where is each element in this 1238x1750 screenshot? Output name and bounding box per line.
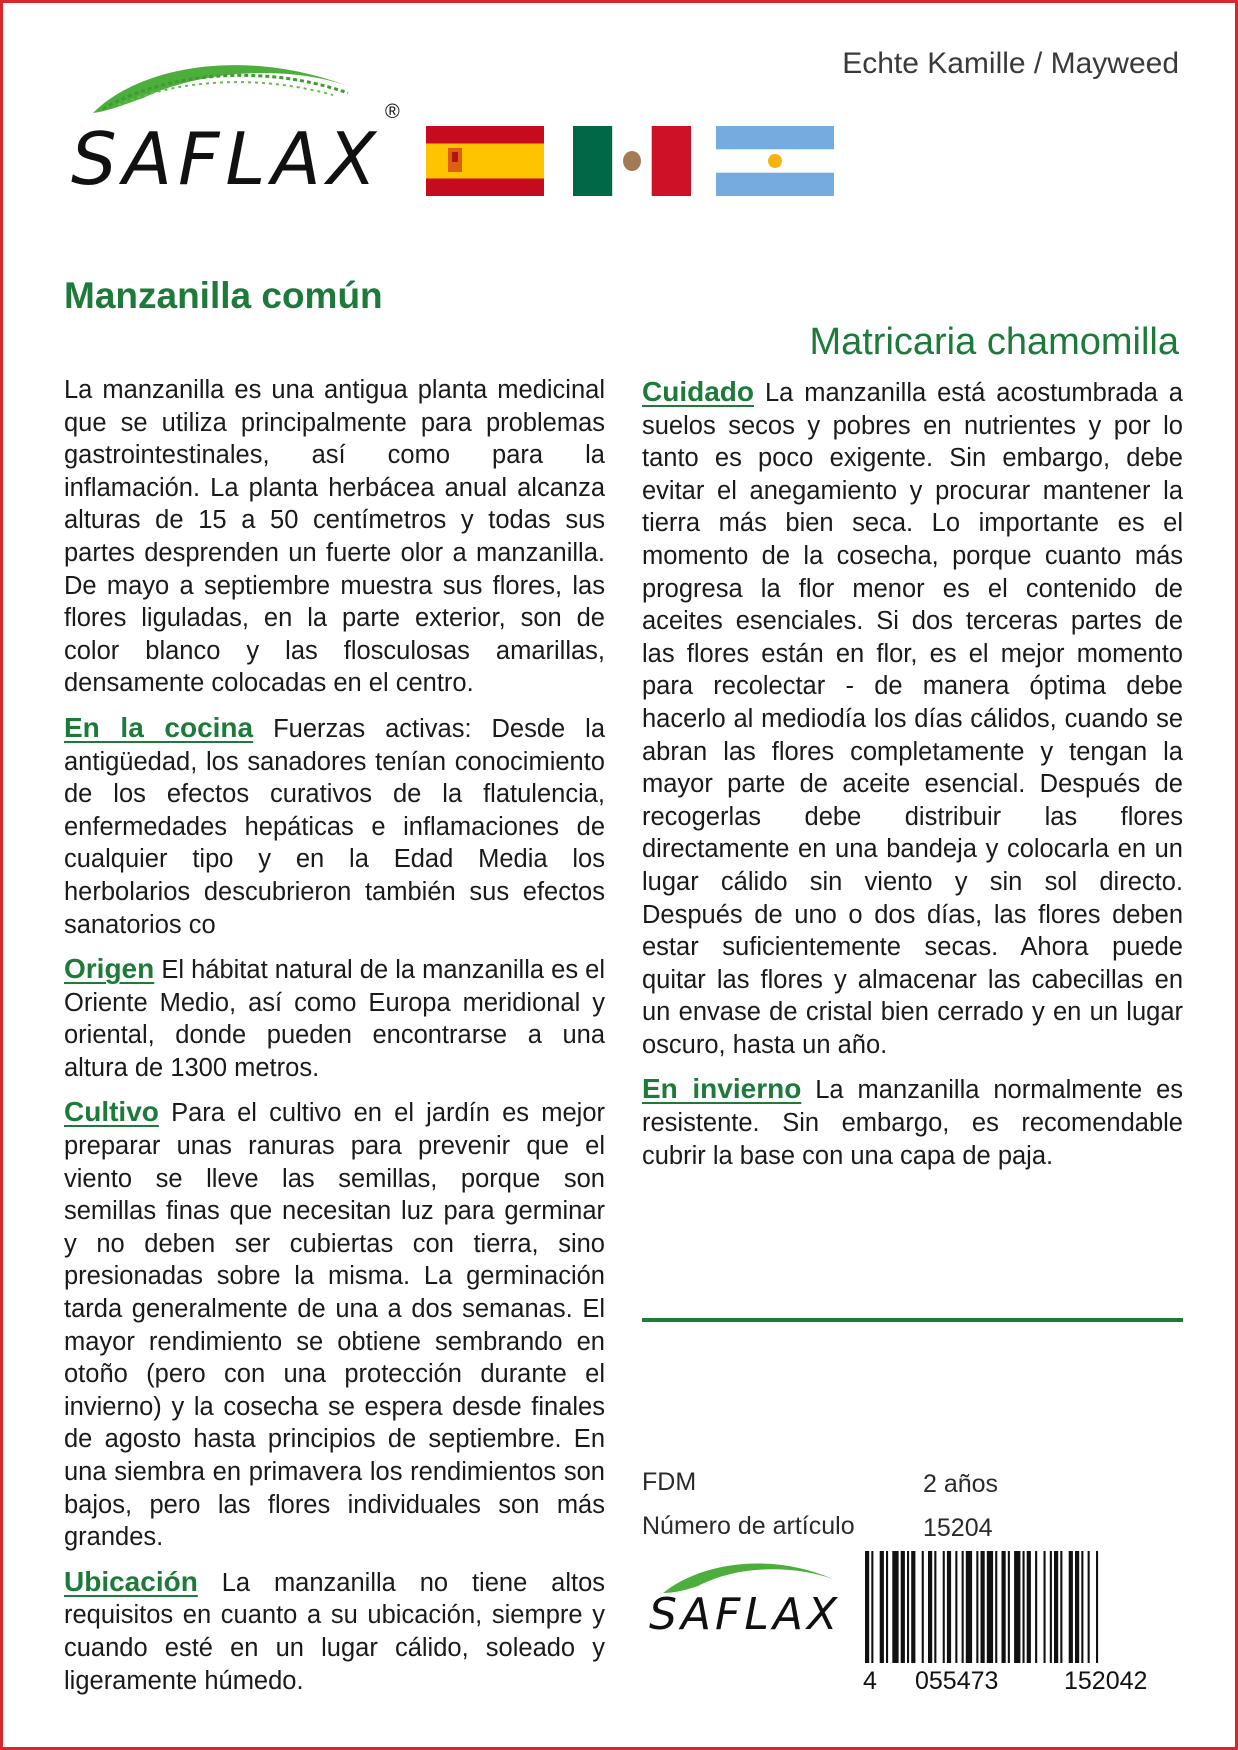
origen-heading: Origen bbox=[64, 953, 155, 985]
brand-name-small: SAFLAX bbox=[649, 1589, 842, 1640]
cocina-text: Fuerzas activas: Desde la antigüedad, los sanadores tenían conocimiento de los efectos curativos de la flatulencia, enfermedades hepáticas e inflamaciones de cualquier tipo y en la Edad Media los herbolarios descubrieron también sus efectos sanatorios co bbox=[64, 714, 605, 939]
common-name-heading: Manzanilla común bbox=[64, 275, 383, 316]
barcode-bar bbox=[922, 1551, 924, 1663]
barcode-bar bbox=[1035, 1551, 1037, 1663]
barcode-bar bbox=[947, 1551, 951, 1663]
barcode-bar bbox=[962, 1551, 964, 1663]
ubicacion-text: La manzanilla no tiene altos requisitos en cuanto a su ubicación, siempre y cuando esté en un lugar cálido, soleado y ligeramente húmedo. bbox=[64, 1568, 606, 1695]
origen-section bbox=[64, 953, 605, 1084]
barcode-bar bbox=[1014, 1551, 1020, 1663]
cuidado-heading: Cuidado bbox=[642, 376, 754, 407]
ubicacion-section bbox=[64, 1566, 605, 1697]
cocina-heading: En la cocina bbox=[64, 711, 254, 743]
article-number-value: 15204 bbox=[923, 1514, 993, 1542]
barcode-bar bbox=[928, 1551, 932, 1663]
barcode-bar bbox=[981, 1551, 985, 1663]
cuidado-section bbox=[642, 376, 1183, 1061]
cultivo-section bbox=[64, 1096, 605, 1553]
barcode-digits-right: 152042 bbox=[1064, 1667, 1148, 1695]
barcode-bar bbox=[871, 1551, 873, 1663]
barcode-bar bbox=[1096, 1551, 1098, 1663]
barcode-icon bbox=[861, 1551, 1183, 1663]
right-column bbox=[642, 376, 1183, 1184]
barcode-bar bbox=[1060, 1551, 1062, 1663]
invierno-section bbox=[642, 1073, 1183, 1172]
barcode-bar bbox=[886, 1551, 888, 1663]
brand-name: SAFLAX bbox=[71, 117, 383, 201]
barcode-bar bbox=[966, 1551, 972, 1663]
barcode-bar bbox=[1075, 1551, 1079, 1663]
barcode-bar bbox=[955, 1551, 957, 1663]
invierno-heading: En invierno bbox=[642, 1073, 802, 1105]
ubicacion-heading: Ubicación bbox=[64, 1565, 198, 1597]
fdm-value: 2 años bbox=[923, 1470, 999, 1498]
barcode-bar bbox=[1050, 1551, 1052, 1663]
article-number-label: Número de artículo bbox=[642, 1512, 855, 1540]
barcode-bar bbox=[987, 1551, 993, 1663]
flag-spain-icon bbox=[426, 126, 544, 196]
section-divider bbox=[642, 1318, 1183, 1322]
barcode-bar bbox=[880, 1551, 884, 1663]
barcode-bar bbox=[901, 1551, 905, 1663]
barcode-bar bbox=[1054, 1551, 1058, 1663]
barcode-bar bbox=[1081, 1551, 1083, 1663]
cultivo-text: Para el cultivo en el jardín es mejor preparar unas ranuras para prevenir que el viento se lleve las semillas, porque son semillas finas que necesitan luz para germinar y no deben ser cubiertas con tierra, sino presionadas sobre la misma. La germinación tarda generalmente de una a dos semanas. El mayor rendimiento se obtiene sembrando en otoño (pero con una protección durante el invierno) y la cosecha se espera desde finales de agosto hasta principios de septiembre. En una siembra en primavera los rendimientos son bajos, pero las flores individuales son más grandes. bbox=[64, 1099, 605, 1552]
registered-mark: ® bbox=[385, 101, 400, 123]
barcode-bar bbox=[976, 1551, 978, 1663]
barcode-bar bbox=[995, 1551, 997, 1663]
barcode-bar bbox=[865, 1551, 869, 1663]
cocina-section bbox=[64, 712, 605, 941]
barcode-bar bbox=[907, 1551, 909, 1663]
barcode-bar bbox=[911, 1551, 915, 1663]
flag-mexico-icon bbox=[573, 126, 691, 196]
intro-paragraph: La manzanilla es una antigua planta medicinal que se utiliza principalmente para problemas gastrointestinales, así como para la inflamación. La planta herbácea anual alcanza alturas de 15 a 50 centímetros y todas sus partes desprenden un fuerte olor a manzanilla. De mayo a septiembre muestra sus flores, las flores liguladas, en la parte exterior, son de color blanco y las flosculosas amarillas, densamente colocadas en el centro. bbox=[64, 376, 605, 698]
barcode-bar bbox=[1023, 1551, 1025, 1663]
barcode-bar bbox=[1044, 1551, 1046, 1663]
scientific-name: Matricaria chamomilla bbox=[809, 321, 1179, 363]
origen-text: El hábitat natural de la manzanilla es el Oriente Medio, así como Europa meridional y oriental, donde pueden encontrarse a una altura de 1300 metros. bbox=[64, 956, 606, 1082]
flag-argentina-icon bbox=[716, 126, 834, 196]
barcode-bar bbox=[1069, 1551, 1073, 1663]
barcode-bar bbox=[892, 1551, 898, 1663]
cuidado-text: La manzanilla está acostumbrada a suelos secos y pobres en nutrientes y por lo tanto es poco exigente. Sin embargo, debe evitar el anegamiento y procurar mantener la tierra más bien seca. Lo importante es el momento de la cosecha, porque cuanto más progresa la flor menor es el contenido de aceites esenciales. Si dos terceras partes de las flores están en flor, es el mejor momento para recolectar - de manera óptima debe hacerlo al mediodía los días cálidos, cuando se abran las flores completamente y tengan la mayor parte de aceite esencial. Después de recogerlas debe distribuir las flores directamente en una bandeja y colocarla en un lugar cálido sin viento y sin sol directo. Después de uno o dos días, las flores deben estar suficientemente secas. Ahora puede quitar las flores y almacenar las cabecillas en un envase de cristal bien cerrado y en un lugar oscuro, hasta un año. bbox=[642, 379, 1183, 1059]
cultivo-heading: Cultivo bbox=[64, 1096, 159, 1128]
barcode-bar bbox=[1008, 1551, 1010, 1663]
left-column bbox=[64, 374, 605, 1709]
saflax-logo bbox=[63, 43, 413, 213]
barcode-bar bbox=[943, 1551, 945, 1663]
saflax-logo-small bbox=[643, 1551, 863, 1661]
barcode-digits-left: 055473 bbox=[915, 1667, 999, 1695]
barcode-bar bbox=[1027, 1551, 1031, 1663]
barcode-bar bbox=[1002, 1551, 1006, 1663]
barcode-bar bbox=[934, 1551, 936, 1663]
barcode-bar bbox=[1088, 1551, 1090, 1663]
product-title-de-en: Echte Kamille / Mayweed bbox=[842, 47, 1179, 80]
fdm-label: FDM bbox=[642, 1468, 697, 1496]
invierno-text: La manzanilla normalmente es resistente. Sin embargo, es recomendable cubrir la base con una capa de paja. bbox=[642, 1076, 1184, 1170]
barcode-digit-first: 4 bbox=[863, 1667, 877, 1695]
